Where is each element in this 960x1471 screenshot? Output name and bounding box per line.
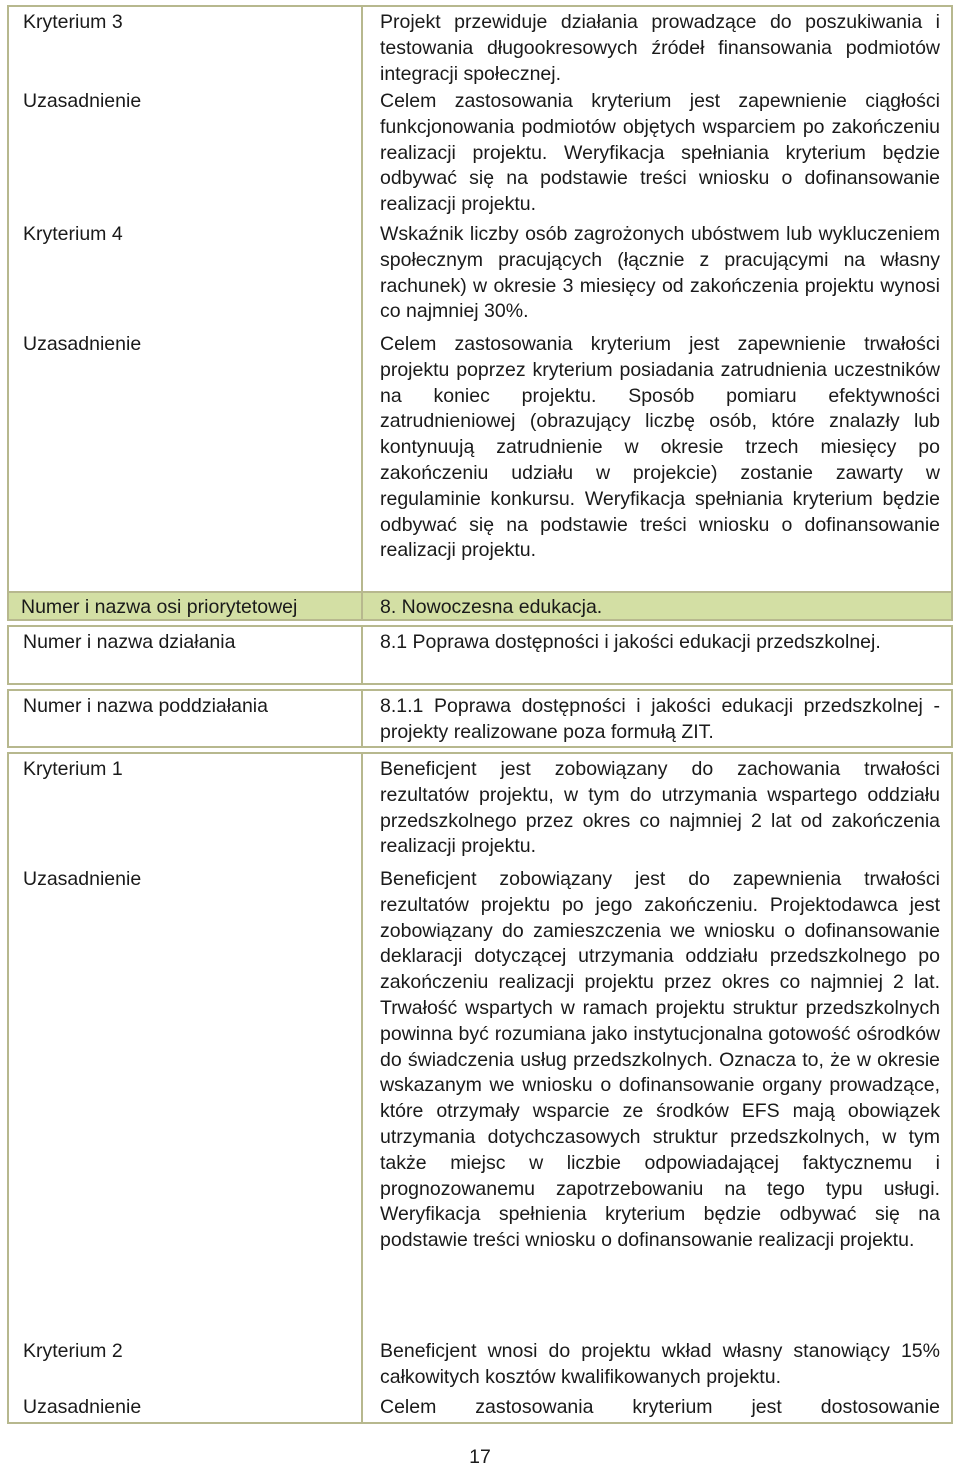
axis-label: Numer i nazwa osi priorytetowej [21, 596, 298, 618]
row-content: Celem zastosowania kryterium jest zapewnienie ciągłości funkcjonowania podmiotów objętych wsparciem po zakończeniu realizacji projektu. Weryfikacja spełniania kryterium będzie odbywać się na podstawie treści wniosku o dofinansowanie realizacji projektu. [361, 86, 951, 219]
table-row [9, 86, 951, 219]
row-content: Celem zastosowania kryterium jest zapewnienie trwałości projektu poprzez kryterium posiadania zatrudnienia uczestników na koniec projektu. Sposób pomiaru efektywności zatrudnieniowej (obrazujący liczbę osób, które znalazły lub kontynuują zatrudnienie w okresie trzech miesięcy po zakończeniu udziału w projekcie) zostanie zawarty w regulaminie konkursu. Weryfikacja spełniania kryterium będzie odbywać się na podstawie treści wniosku o dofinansowanie realizacji projektu. [361, 329, 951, 591]
row-content: Beneficjent zobowiązany jest do zapewnienia trwałości rezultatów projektu po jego zakończeniu. Projektodawca jest zobowiązany do zamieszczenia we wniosku o dofinansowanie deklaracji dotyczącej utrzymania oddziału przedszkolnego po zakończeniu realizacji projektu przez okres co najmniej 2 lat. Trwałość wspartych w ramach projektu struktur przedszkolnych powinna być rozumiana jako instytucjonalna gotowość ośrodków do świadczenia usług przedszkolnych. Oznacza to, że w okresie wskazanym we wniosku o dofinansowanie organy prowadzące, które otrzymały wsparcie ze środków EFS mają obowiązek utrzymania dotychczasowych struktur przedszkolnych, w tym także miejsc w liczbie odpowiadającej faktycznemu i prognozowanemu zapotrzebowaniu na tego typu usługi. Weryfikacja spełnienia kryterium będzie odbywać się na podstawie treści wniosku o dofinansowanie realizacji projektu. [361, 864, 951, 1336]
row-content: Projekt przewiduje działania prowadzące do poszukiwania i testowania długookresowych źródeł finansowania podmiotów integracji społecznej. [361, 7, 951, 86]
row-content: Celem zastosowania kryterium jest dostosowanie [361, 1392, 951, 1422]
row-label: Uzasadnienie [23, 868, 142, 890]
section-priority-7-criteria [7, 5, 953, 593]
action-section [7, 625, 953, 685]
table-row [9, 1392, 951, 1422]
subaction-row [9, 691, 951, 746]
row-label: Kryterium 4 [23, 223, 123, 245]
priority-axis-row [7, 593, 953, 621]
subaction-section [7, 689, 953, 748]
criteria-table [7, 5, 953, 1424]
axis-value: 8. Nowoczesna edukacja. [361, 593, 951, 619]
table-row [9, 7, 951, 86]
table-row [9, 1336, 951, 1392]
row-content: Wskaźnik liczby osób zagrożonych ubóstwem lub wykluczeniem społecznym pracujących (łącznie z pracującymi na własny rachunek) w okresie 3 miesięcy od zakończenia projektu wynosi co najmniej 30%. [361, 219, 951, 329]
row-label: Uzasadnienie [23, 90, 142, 112]
row-label: Uzasadnienie [23, 333, 142, 355]
table-row [9, 219, 951, 329]
action-row [9, 627, 951, 683]
subaction-label: Numer i nazwa poddziałania [23, 695, 268, 717]
row-content: Beneficjent wnosi do projektu wkład własny stanowiący 15% całkowitych kosztów kwalifikowanych projektu. [361, 1336, 951, 1392]
subaction-value: 8.1.1 Poprawa dostępności i jakości edukacji przedszkolnej - projekty realizowane poza formułą ZIT. [361, 691, 951, 746]
table-row [9, 754, 951, 864]
row-label: Kryterium 1 [23, 758, 123, 780]
table-row [9, 864, 951, 1336]
row-label: Kryterium 2 [23, 1340, 123, 1362]
table-row [9, 329, 951, 591]
section-8-1-1-criteria [7, 752, 953, 1424]
row-label: Uzasadnienie [23, 1396, 142, 1418]
row-content: Beneficjent jest zobowiązany do zachowania trwałości rezultatów projektu, w tym do utrzymania wspartego oddziału przedszkolnego przez okres co najmniej 2 lat od zakończenia realizacji projektu. [361, 754, 951, 864]
action-label: Numer i nazwa działania [23, 631, 236, 653]
page-number: 17 [469, 1446, 491, 1468]
action-value: 8.1 Poprawa dostępności i jakości edukacji przedszkolnej. [361, 627, 951, 683]
row-label: Kryterium 3 [23, 11, 123, 33]
